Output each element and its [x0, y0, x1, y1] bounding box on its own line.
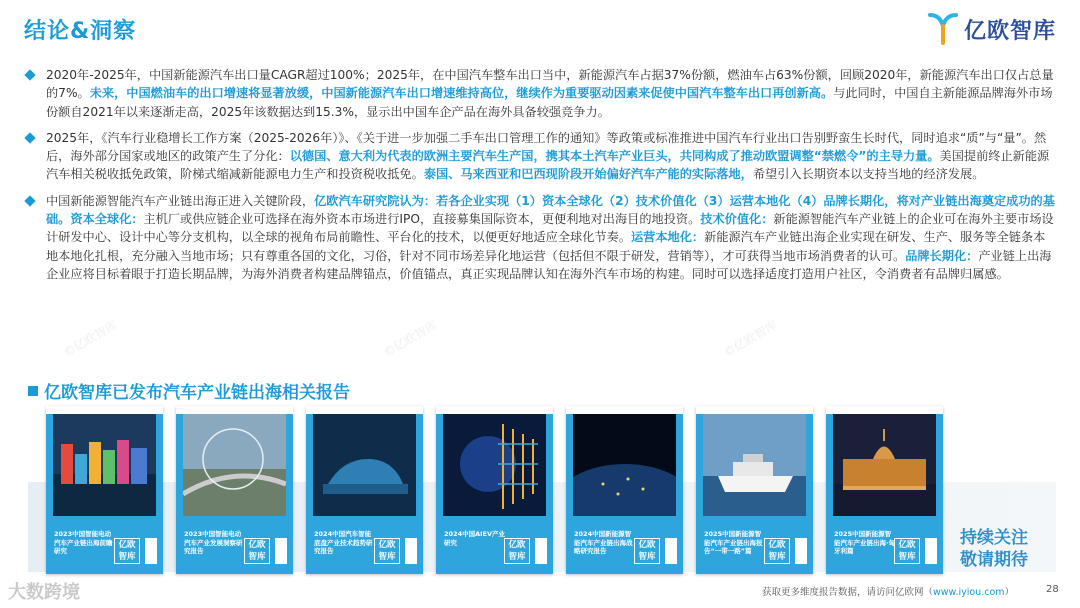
cover-image-ai-icon — [443, 414, 546, 516]
body-text: 与此同时，中国自主新能源品牌海外市场份额自2021年以来逐渐走高，2025年该数据达到15.3%，显示出中国车企产品在海外具备较强竞争力。 — [46, 86, 1053, 119]
body-text: 产业链上出海企业应将目标着眼于打造长期品牌，为海外消费者构建品牌锚点，价值锚点，真正实现品牌认知在海外汽车市场的构建。同时可以选择适度打造用户社区，令消费者有品牌归属感。 — [46, 248, 1052, 281]
highlight-text: 以德国、意大利为代表的欧洲主要汽车生产国，携其本土汽车产业巨头，共同构成了推动欧盟调整“禁燃令”的主导力量。 — [289, 149, 940, 164]
report-covers — [46, 406, 943, 574]
cover-title: 2024中国AIEV产业研究 — [444, 530, 506, 547]
body-text: 希望引入长期资本以支持当地的经济发展。 — [752, 167, 985, 182]
cover-brand: 亿欧智库 — [504, 538, 530, 564]
body-text: 新能源汽车产业链出海企业实现在研发、生产、服务等全链条本地本地化扎根，充分融入当地市场；只有尊重各国的文化，习俗，针对不同市场差异化地运营（包括但不限于研发，营销等），才可获得当地市场消费者的认可。 — [46, 230, 1046, 263]
footer-link[interactable]: www.iyiou.com — [933, 587, 1005, 598]
cover-brand: 亿欧智库 — [764, 538, 790, 564]
square-bullet-icon — [28, 386, 38, 396]
cover-top-strip — [46, 406, 163, 414]
logo-text: 亿欧智库 — [963, 18, 1056, 44]
highlight-text: 品牌长期化： — [905, 248, 979, 263]
body-text: 新能源智能汽车产业链上的企业可在海外主要市场设计研发中心、设计中心等分支机构，以全球的视角布局前瞻性、平台化的技术，以便更好地适应全球化节奏。 — [46, 212, 1054, 245]
cover-top-strip — [306, 406, 423, 414]
cover-image-city-icon — [183, 414, 286, 516]
highlight-text: 技术价值化： — [700, 212, 774, 227]
cover-image-car-icon — [313, 414, 416, 516]
report-cover[interactable] — [176, 406, 293, 574]
cover-title: 2023中国智能电动汽车产业链出海前瞻研究 — [54, 530, 113, 555]
body-text: 中国新能源智能汽车产业链出海正进入关键阶段， — [46, 193, 315, 208]
section-heading — [28, 378, 350, 403]
report-cover[interactable] — [566, 406, 683, 574]
cover-brand: 亿欧智库 — [634, 538, 660, 564]
cover-title: 2023中国智能电动汽车产业发展洞察研究报告 — [184, 530, 243, 555]
cover-stamp-icon — [145, 538, 157, 564]
cover-brand: 亿欧智库 — [114, 538, 140, 564]
report-cover[interactable] — [696, 406, 813, 574]
cover-image-parliament-icon — [833, 414, 936, 516]
report-cover[interactable] — [436, 406, 553, 574]
cover-image-port-icon — [53, 414, 156, 516]
watermark: ©亿欧智库 — [720, 317, 780, 360]
body-text: 主机厂或供应链企业可选择在海外资本市场进行IPO，直接募集国际资本，更便利地对出海目的地投资。 — [143, 212, 701, 227]
footer-note — [762, 584, 1014, 598]
section-title-text: 亿欧智库已发布汽车产业链出海相关报告 — [44, 383, 350, 403]
cover-top-strip — [436, 406, 553, 414]
cover-top-strip — [566, 406, 683, 414]
watermark: ©亿欧智库 — [380, 317, 440, 360]
cover-top-strip — [176, 406, 293, 414]
cover-title: 2024中国新能源智能汽车产业链出海战略研究报告 — [574, 530, 633, 555]
cover-stamp-icon — [795, 538, 807, 564]
watermark: ©亿欧智库 — [60, 317, 120, 360]
stay-tuned — [960, 527, 1028, 571]
insight-list — [24, 66, 1056, 291]
cover-title: 2025中国新能源智能汽车产业链出海·匈牙利篇 — [834, 530, 895, 555]
footer-text: 获取更多维度报告数据，请访问亿欧网（ — [762, 587, 934, 598]
cover-stamp-icon — [665, 538, 677, 564]
cover-image-earth-icon — [573, 414, 676, 516]
highlight-text: 亿欧汽车研究院认为：若各企业实现（1）资本全球化（2）技术价值化（3）运营本地化（4）品牌长期化，将对产业链出海奠定成功的基础。资本全球化： — [46, 193, 1055, 227]
highlight-text: 泰国、马来西亚和巴西现阶段开始偏好汽车产能的实际落地， — [423, 167, 753, 182]
cover-title: 2024中国汽车智能底盘产业技术趋势研究报告 — [314, 530, 373, 555]
body-text: 美国提前终止新能源汽车相关税收抵免政策，阶梯式缩减新能源电力生产和投资税收抵免。 — [46, 149, 1050, 182]
cover-top-strip — [826, 406, 943, 414]
insight-bullet — [24, 129, 1056, 184]
body-text: 2025年，《汽车行业稳增长工作方案（2025-2026年）》、《关于进一步加强二手车出口管理工作的通知》等政策或标准推进中国汽车行业出口告别野蛮生长时代，同时追求“质”与“量”。然后，海外部分国家或地区的政策产生了分化： — [46, 130, 1047, 164]
cover-stamp-icon — [275, 538, 287, 564]
cover-stamp-icon — [535, 538, 547, 564]
footer-watermark: 大数跨境 — [8, 582, 80, 603]
report-cover[interactable] — [306, 406, 423, 574]
insight-bullet — [24, 192, 1056, 283]
cover-image-ship-icon — [703, 414, 806, 516]
logo-mark-icon — [928, 12, 958, 46]
insight-bullet — [24, 66, 1056, 121]
stay-tuned-line1: 持续关注 — [960, 528, 1028, 548]
brand-logo — [928, 12, 1056, 46]
cover-title: 2025中国新能源智能汽车产业链出海报告“一带一路”篇 — [704, 530, 763, 555]
page-number: 28 — [1046, 584, 1059, 595]
page-title: 结论&洞察 — [24, 19, 137, 44]
cover-brand: 亿欧智库 — [894, 538, 920, 564]
report-cover[interactable] — [826, 406, 943, 574]
highlight-text: 运营本地化： — [631, 230, 705, 245]
cover-brand: 亿欧智库 — [244, 538, 270, 564]
cover-stamp-icon — [925, 538, 937, 564]
cover-stamp-icon — [405, 538, 417, 564]
footer-text-end: ） — [1004, 587, 1015, 598]
report-cover[interactable] — [46, 406, 163, 574]
body-text: 2020年-2025年，中国新能源汽车出口量CAGR超过100%；2025年，在中国汽车整车出口当中，新能源汽车占据37%份额，燃油车占63%份额，回顾2020年，新能源汽车出口仅占总量的7%。 — [46, 68, 1054, 101]
stay-tuned-line2: 敬请期待 — [960, 550, 1028, 570]
highlight-text: 未来，中国燃油车的出口增速将显著放缓，中国新能源汽车出口增速维持高位，继续作为重要驱动因素来促使中国汽车整车出口再创新高。 — [89, 86, 834, 101]
cover-brand: 亿欧智库 — [374, 538, 400, 564]
cover-top-strip — [696, 406, 813, 414]
